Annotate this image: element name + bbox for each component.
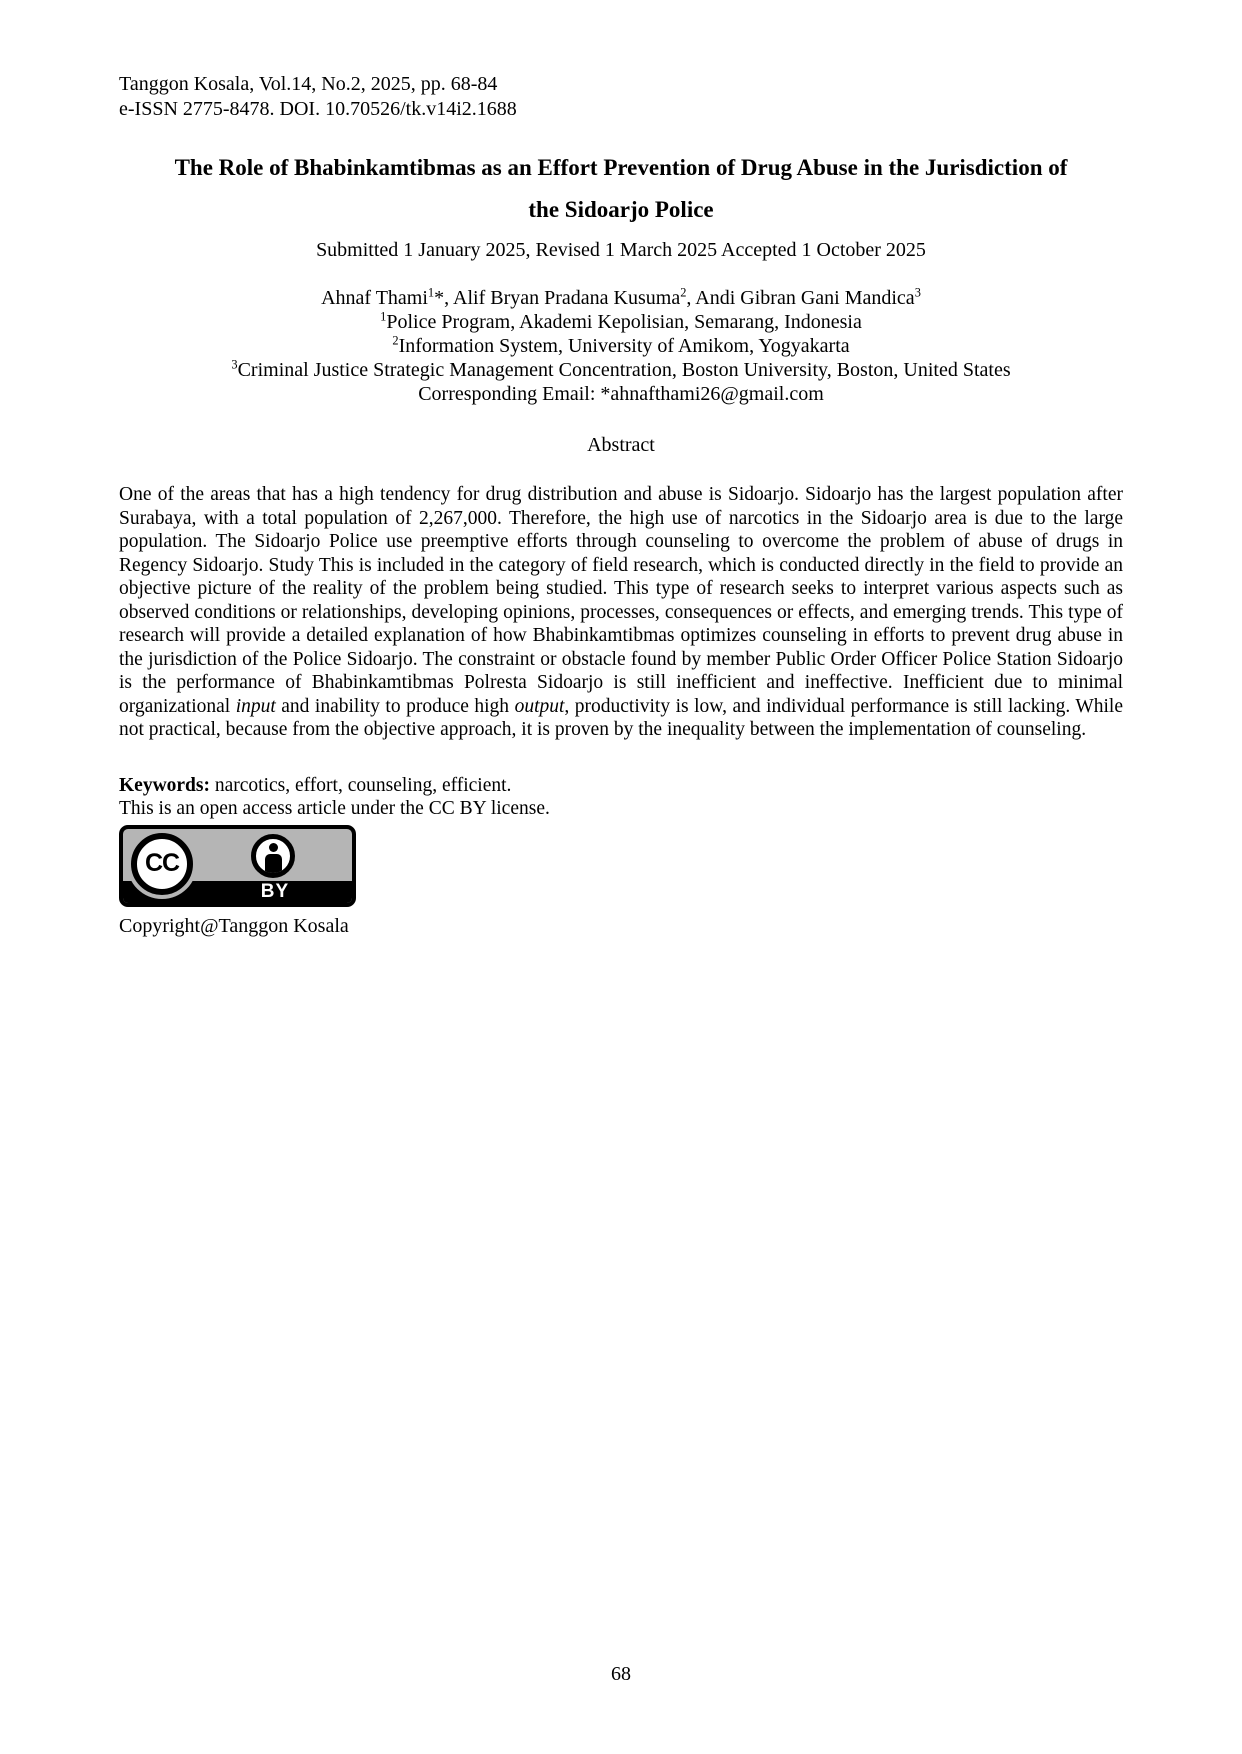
page-number: 68 [611, 1663, 631, 1685]
person-icon-head [269, 843, 278, 852]
author-affiliation-mark: 3 [914, 285, 921, 300]
cc-icon [131, 833, 193, 895]
submission-dates: Submitted 1 January 2025, Revised 1 March 2025 Accepted 1 October 2025 [316, 239, 926, 261]
abstract-text [119, 483, 1123, 742]
journal-citation: Tanggon Kosala, Vol.14, No.2, 2025, pp. 68-84 [119, 73, 498, 95]
abstract-segment: , productivity is low, and individual performance is still lacking. While not practical, because from the objective approach, it is proven by the inequality between the implementation of counseling. [119, 695, 1124, 740]
author-name: Ahnaf Thami [321, 287, 428, 309]
paper-title-line1: The Role of Bhabinkamtibmas as an Effort Prevention of Drug Abuse in the Jurisdiction of [174, 155, 1068, 180]
corresponding-email: Corresponding Email: *ahnafthami26@gmail.com [418, 383, 824, 405]
by-label: BY [260, 880, 290, 902]
keywords-label: Keywords: [119, 774, 210, 796]
affiliation-line [119, 334, 1123, 358]
author-affiliation-mark: 2 [680, 285, 687, 300]
cc-icon-label: CC [144, 849, 180, 877]
authors-block [119, 286, 1123, 406]
affiliation-text: Criminal Justice Strategic Management Concentration, Boston University, Boston, United States [237, 359, 1011, 381]
abstract-segment: One of the areas that has a high tendency for drug distribution and abuse is Sidoarjo. Sidoarjo has the largest population after Surabaya, with a total population of 2,267,000. Therefore, the high use of narcotics in the Sidoarjo area is due to the large population. The Sidoarjo Police use preemptive efforts through counseling to overcome the problem of abuse of drugs in Regency Sidoarjo. Study This is included in the category of field research, which is conducted directly in the field to provide an objective picture of the reality of the problem being studied. This type of research seeks to interpret various aspects such as observed conditions or relationships, developing opinions, processes, consequences or effects, and emerging trends. This type of research will provide a detailed explanation of how Bhabinkamtibmas optimizes counseling in efforts to prevent drug abuse in the jurisdiction of the Police Sidoarjo. The constraint or obstacle found by member Public Order Officer Police Station Sidoarjo is the performance of Bhabinkamtibmas Polresta Sidoarjo is still inefficient and ineffective. Inefficient due to minimal organizational [119, 484, 1123, 717]
paper-title [119, 147, 1123, 231]
abstract-italic-term: input [235, 695, 276, 717]
paper-title-line2: the Sidoarjo Police [528, 197, 714, 222]
keywords-line [119, 774, 1123, 798]
abstract-italic-term: output [514, 695, 565, 717]
keywords-list: narcotics, effort, counseling, efficient. [210, 774, 512, 796]
abstract-segment: and inability to produce high [275, 695, 515, 717]
author-affiliation-mark: 1 [427, 285, 435, 300]
author-names [119, 286, 1123, 310]
affiliation-mark: 1 [380, 309, 387, 324]
affiliation-mark: 3 [231, 357, 238, 372]
attribution-person-icon [251, 834, 295, 878]
person-icon-body [265, 854, 282, 874]
journal-issn-doi: e-ISSN 2775-8478. DOI. 10.70526/tk.v14i2.1688 [119, 98, 517, 120]
cc-by-license-badge [119, 825, 356, 907]
affiliation-text: Police Program, Akademi Kepolisian, Semarang, Indonesia [386, 311, 862, 333]
affiliation-text: Information System, University of Amikom, Yogyakarta [398, 335, 850, 357]
affiliation-line [119, 358, 1123, 382]
affiliation-line [119, 310, 1123, 334]
abstract-heading: Abstract [587, 434, 655, 456]
license-statement: This is an open access article under the CC BY license. [119, 798, 550, 819]
journal-header [119, 72, 1123, 122]
affiliation-mark: 2 [392, 333, 399, 348]
author-name: *, Alif Bryan Pradana Kusuma [434, 287, 681, 309]
copyright-notice: Copyright@Tanggon Kosala [119, 914, 349, 937]
author-name: , Andi Gibran Gani Mandica [686, 287, 915, 309]
